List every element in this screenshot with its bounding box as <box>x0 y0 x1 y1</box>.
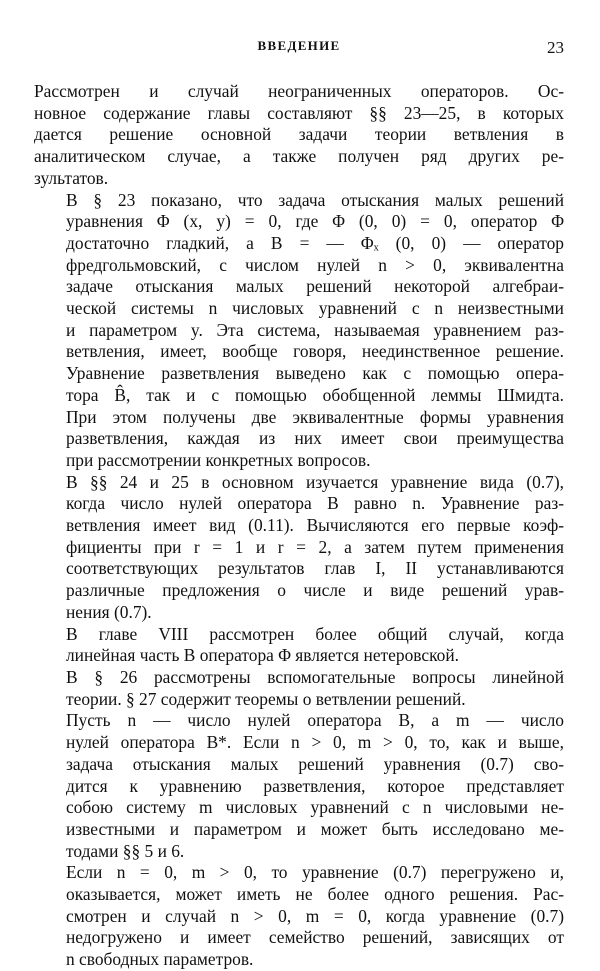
text-line: при рассмотрении конкретных вопросов. <box>66 449 371 470</box>
paragraph-7 <box>34 862 564 971</box>
text-line: задача отыскания малых решений уравнения (0.7) сво- <box>66 753 564 774</box>
text-line: разветвления, каждая из них имеет свои преимущества <box>66 428 564 449</box>
text-line: задаче отыскания малых решений некоторой алгебраи- <box>66 276 564 297</box>
text-line: Уравнение разветвления выведено как с помощью опера- <box>66 363 564 384</box>
text-line: В § 26 рассмотрены вспомогательные вопросы линейной <box>66 666 564 687</box>
text-line: нулей оператора B*. Если n > 0, m > 0, то, как и выше, <box>66 732 564 753</box>
text-line: когда число нулей оператора B равно n. Уравнение раз- <box>66 493 564 514</box>
text-line: тора B̂, так и с помощью обобщенной леммы Шмидта. <box>66 384 564 405</box>
text-line: достаточно гладкий, а B = — Φₓ (0, 0) — оператор <box>66 232 564 253</box>
page-header <box>34 38 564 62</box>
text-line: ческой системы n числовых уравнений с n неизвестными <box>66 298 564 319</box>
paragraph-6 <box>34 710 564 862</box>
paragraph-5 <box>34 667 564 710</box>
text-line: линейная часть B оператора Φ является нетеровской. <box>66 645 460 666</box>
text-line: аналитическом случае, а также получен ряд других ре- <box>34 146 564 167</box>
text-line: теории. § 27 содержит теоремы о ветвлении решений. <box>66 688 466 709</box>
paragraph-3 <box>34 472 564 624</box>
text-line: Пусть n — число нулей оператора B, а m — число <box>66 710 564 731</box>
paragraph-2 <box>34 190 564 472</box>
text-line: ветвления имеет вид (0.11). Вычисляются его первые коэф- <box>66 515 564 536</box>
paragraph-4 <box>34 624 564 667</box>
text-line: дится к уравнению разветвления, которое представляет <box>66 775 564 796</box>
text-line: зультатов. <box>34 167 109 188</box>
book-page <box>34 0 564 970</box>
running-title: ВВЕДЕНИЕ <box>257 38 341 53</box>
text-line: Рассмотрен и случай неограниченных операторов. Ос- <box>34 81 564 101</box>
text-line: известными и параметром и может быть исследовано ме- <box>66 818 564 839</box>
text-line: недогружено и имеет семейство решений, зависящих от <box>66 927 564 948</box>
text-line: уравнения Φ (x, y) = 0, где Φ (0, 0) = 0, оператор Φ <box>66 211 564 232</box>
text-line: ветвления, имеет, вообще говоря, неединственное решение. <box>66 341 564 362</box>
paragraph-1 <box>34 81 564 190</box>
text-line: различные предложения о числе и виде решений урав- <box>66 580 564 601</box>
body-text <box>34 81 564 971</box>
text-line: нения (0.7). <box>66 601 152 622</box>
text-line: n свободных параметров. <box>66 949 254 970</box>
text-line: новное содержание главы составляют §§ 23—25, в которых <box>34 102 564 123</box>
text-line: В § 23 показано, что задача отыскания малых решений <box>66 189 564 210</box>
text-line: фициенты при r = 1 и r = 2, а затем путем применения <box>66 536 564 557</box>
text-line: В §§ 24 и 25 в основном изучается уравнение вида (0.7), <box>66 471 564 492</box>
text-line: смотрен и случай n > 0, m = 0, когда уравнение (0.7) <box>66 905 564 926</box>
text-line: оказывается, может иметь не более одного решения. Рас- <box>66 884 564 905</box>
text-line: Если n = 0, m > 0, то уравнение (0.7) перегружено и, <box>66 862 564 883</box>
text-line: и параметром y. Эта система, называемая уравнением раз- <box>66 319 564 340</box>
text-line: собою систему m числовых уравнений с n числовыми не- <box>66 797 564 818</box>
text-line: фредгольмовский, с числом нулей n > 0, эквивалентна <box>66 254 564 275</box>
text-line: В главе VIII рассмотрен более общий случай, когда <box>66 623 564 644</box>
text-line: тодами §§ 5 и 6. <box>66 840 185 861</box>
text-line: соответствующих результатов глав I, II устанавливаются <box>66 558 564 579</box>
text-line: При этом получены две эквивалентные формы уравнения <box>66 406 564 427</box>
page-number: 23 <box>547 38 564 57</box>
text-line: дается решение основной задачи теории ветвления в <box>34 124 564 145</box>
